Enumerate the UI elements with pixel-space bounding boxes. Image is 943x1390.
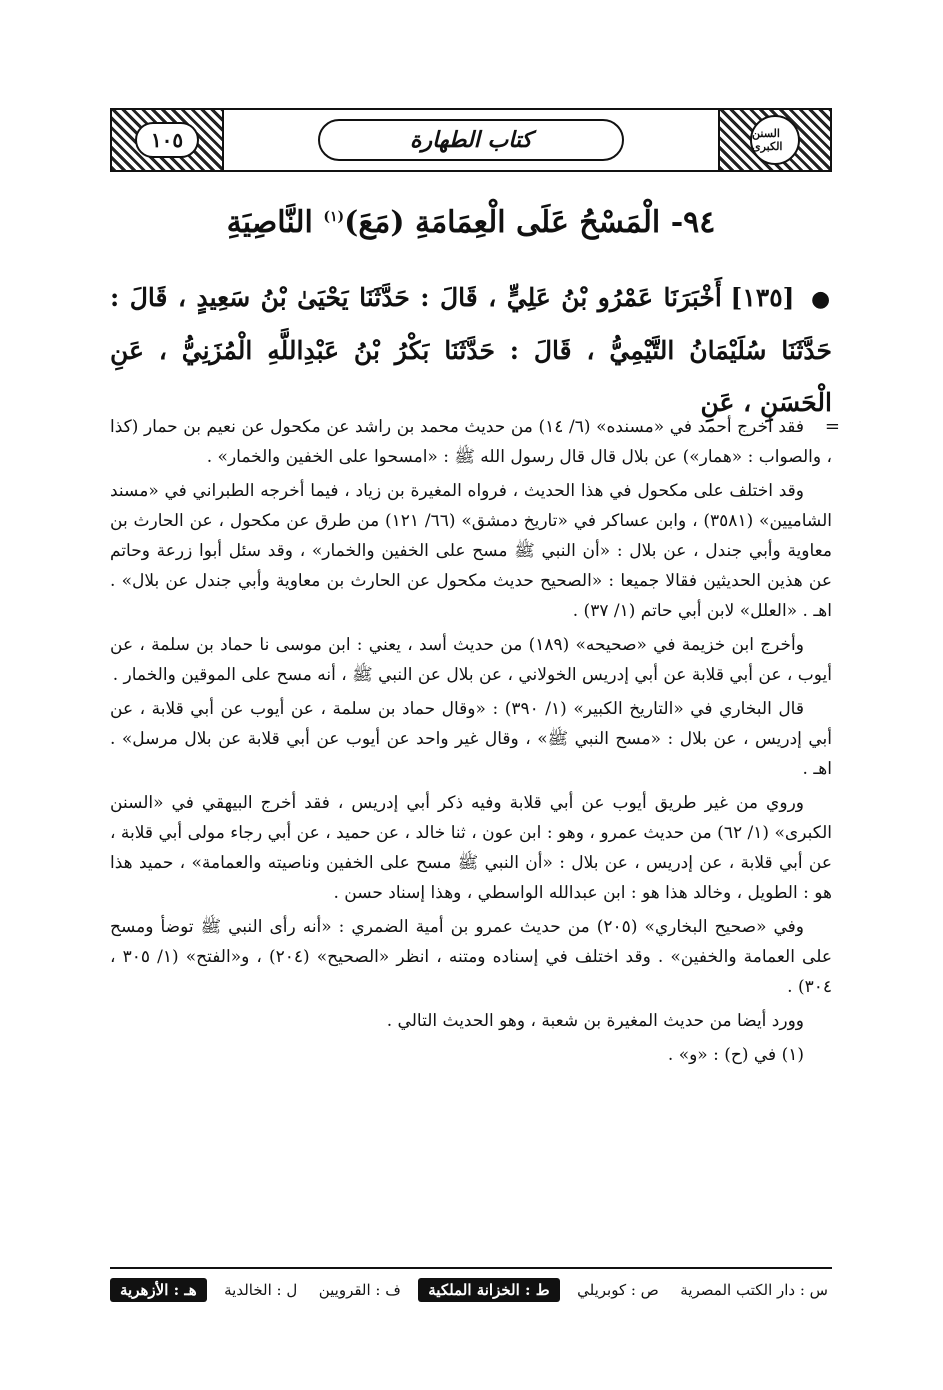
page-number: ١٠٥ bbox=[135, 122, 199, 158]
footnotes bbox=[110, 412, 840, 1074]
chapter-title-end: النَّاصِيَةِ bbox=[226, 205, 313, 240]
abbrev-item: س : دار الكتب المصرية bbox=[680, 1281, 828, 1299]
book-seal: السنن الكبرى bbox=[750, 115, 800, 165]
continuation-dash-icon: = bbox=[824, 416, 840, 437]
manuscript-abbreviations bbox=[110, 1278, 832, 1302]
footnote-paragraph: وروي من غير طريق أيوب عن أبي قلابة وفيه ذكر أبي إدريس ، فقد أخرج البيهقي في «السنن الكبرى» (١/ ٦٢) من حديث عمرو ، وهو : ابن عون ، ثنا خالد ، عن حميد ، عن أبي رجاء مولى أبي قلابة ، عن أبي قلابة ، عن إدريس ، عن بلال : «أن النبي ﷺ مسح على الخفين وناصيته والعمامة» ، حميد هذا هو : الطويل ، وخالد هذا هو : ابن عبدالله الواسطي ، وهذا إسناد حسن . bbox=[110, 793, 832, 903]
footnote-paragraph: وورد أيضا من حديث المغيرة بن شعبة ، وهو الحديث التالي . bbox=[386, 1011, 804, 1031]
abbrev-item: ط : الخزانة الملكية bbox=[418, 1278, 559, 1302]
chapter-heading bbox=[110, 205, 832, 240]
abbrev-item: ص : كوبريلي bbox=[577, 1281, 659, 1299]
abbrev-item: هـ : الأزهرية bbox=[110, 1278, 207, 1302]
page-header bbox=[110, 108, 832, 172]
left-ornament bbox=[112, 110, 224, 170]
footer-divider bbox=[110, 1267, 832, 1269]
chapter-title: ٩٤- الْمَسْحُ عَلَى الْعِمَامَةِ (مَعَ) bbox=[344, 205, 716, 240]
book-title: كتاب الطهارة bbox=[318, 119, 624, 161]
footnote-paragraph: فقد أخرج أحمد في «مسنده» (٦/ ١٤) من حديث محمد بن راشد عن مكحول عن نعيم بن حمار (كذا ، والصواب : «همار») عن بلال قال قال رسول الله ﷺ : «امسحوا على الخفين والخمار» . bbox=[110, 417, 832, 467]
footnote-paragraph: (١) في (ح) : «و» . bbox=[667, 1045, 804, 1065]
right-ornament bbox=[718, 110, 830, 170]
chapter-note-ref: (١) bbox=[323, 209, 345, 225]
footnote-paragraph: وقد اختلف على مكحول في هذا الحديث ، فرواه المغيرة بن زياد ، فيما أخرجه الطبراني في «مسند الشاميين» (٣٥٨١) ، وابن عساكر في «تاريخ دمشق» (٦٦/ ١٢١) من طرق عن مكحول ، عن الحارث بن معاوية وأبي جندل ، عن بلال : «أن النبي ﷺ مسح على الخفين والخمار» ، وقد سئل أبوا زرعة وحاتم عن هذين الحديثين فقالا جميعا : «الصحيح حديث مكحول عن الحارث بن معاوية وأبي جندل عن بلال» . اهـ . «العلل» لابن أبي حاتم (١/ ٣٧) . bbox=[110, 481, 833, 621]
footnote-paragraph: وأخرج ابن خزيمة في «صحيحه» (١٨٩) من حديث أسد ، يعني : ابن موسى نا حماد بن سلمة ، عن أيوب ، عن أبي قلابة عن أبي إدريس الخولاني ، عن بلال عن النبي ﷺ ، أنه مسح على الموقين والخمار . bbox=[110, 635, 832, 685]
abbrev-item: ف : القرويين bbox=[318, 1281, 401, 1299]
abbrev-item: ل : الخالدية bbox=[224, 1281, 298, 1299]
footnote-paragraph: قال البخاري في «التاريخ الكبير» (١/ ٣٩٠) : «وقال حماد بن سلمة ، عن أيوب عن أبي قلابة ، عن أبي إدريس ، عن بلال : «مسح النبي ﷺ» ، وقال غير واحد عن أيوب عن أبي قلابة عن بلال مرسل» . اهـ . bbox=[110, 699, 832, 779]
hadith-text-block bbox=[110, 272, 832, 429]
header-title-wrap bbox=[224, 119, 718, 161]
footnote-paragraph: وفي «صحيح البخاري» (٢٠٥) من حديث عمرو بن أمية الضمري : «أنه رأى النبي ﷺ توضأ ومسح على العمامة والخفين» . وقد اختلف في إسناده ومتنه ، انظر «الصحيح» (٢٠٤) ، و«الفتح» (١/ ٣٠٥ ، ٣٠٤) . bbox=[110, 917, 832, 997]
hadith-text: [١٣٥] أَخْبَرَنَا عَمْرُو بْنُ عَلِيٍّ ، قَالَ : حَدَّثَنَا يَحْيَىٰ بْنُ سَعِيدٍ ، قَالَ : حَدَّثَنَا سُلَيْمَانُ التَّيْمِيُّ ، قَالَ : حَدَّثَنَا بَكْرُ بْنُ عَبْدِاللَّهِ الْمُزَنِيُّ ، عَنِ الْحَسَنِ ، عَنِ bbox=[110, 283, 832, 417]
bullet-icon: ● bbox=[811, 286, 832, 312]
